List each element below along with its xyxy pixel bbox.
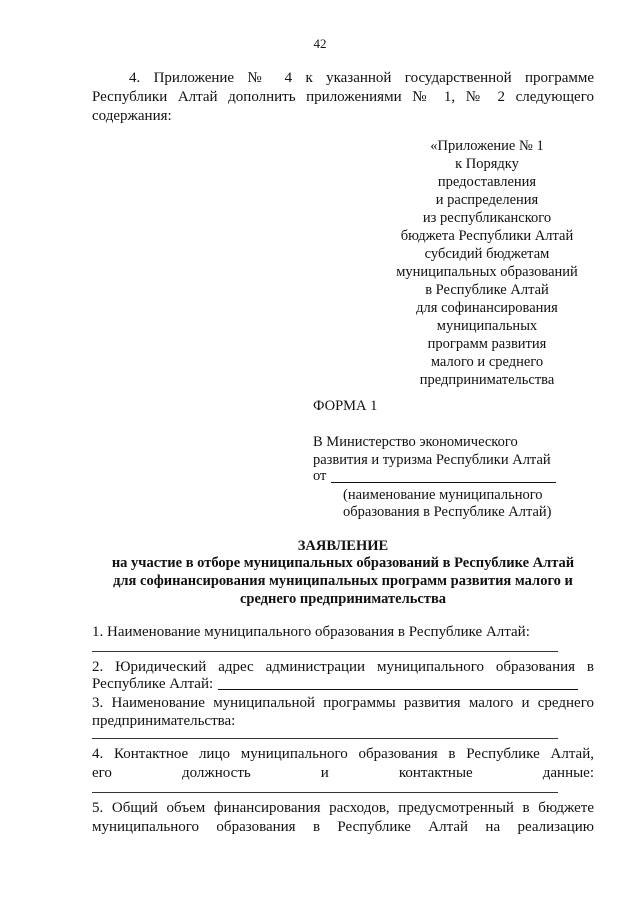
intro-line: содержания: bbox=[92, 108, 172, 124]
addressee-line: развития и туризма Республики Алтай bbox=[313, 452, 551, 468]
addressee-from-field[interactable] bbox=[331, 482, 556, 483]
item-2-label-cont: Республике Алтай: bbox=[92, 676, 214, 692]
item-2-label: 2. Юридический адрес администрации муниципального образования в bbox=[92, 659, 594, 675]
appendix-line: к Порядку bbox=[455, 156, 519, 172]
title-line: для софинансирования муниципальных программ развития малого и bbox=[113, 573, 573, 589]
item-2-field[interactable] bbox=[218, 689, 578, 690]
item-5-label-cont: муниципального образования в Республике Алтай на реализацию bbox=[92, 819, 594, 835]
appendix-line: муниципальных образований bbox=[396, 264, 578, 280]
appendix-line: для софинансирования bbox=[416, 300, 558, 316]
appendix-line: предпринимательства bbox=[419, 372, 555, 388]
intro-line: Республики Алтай дополнить приложениями № 1, № 2 следующего bbox=[92, 89, 594, 105]
title-line: среднего предпринимательства bbox=[239, 591, 447, 607]
addressee-note: образования в Республике Алтай) bbox=[343, 504, 552, 520]
appendix-line: в Республике Алтай bbox=[425, 282, 549, 298]
item-1-label: 1. Наименование муниципального образования в Республике Алтай: bbox=[92, 624, 530, 640]
item-4-label-cont: его должность и контактные данные: bbox=[92, 765, 594, 781]
form-label: ФОРМА 1 bbox=[313, 398, 378, 414]
item-3-label: 3. Наименование муниципальной программы развития малого и среднего bbox=[92, 695, 594, 711]
title-line: на участие в отборе муниципальных образований в Республике Алтай bbox=[111, 555, 575, 571]
addressee-note: (наименование муниципального bbox=[343, 487, 543, 503]
item-3-field[interactable] bbox=[92, 738, 558, 739]
appendix-line: предоставления bbox=[437, 174, 537, 190]
item-3-label-cont: предпринимательства: bbox=[92, 713, 236, 729]
item-4-field[interactable] bbox=[92, 792, 558, 793]
intro-line: 4. Приложение № 4 к указанной государственной программе bbox=[129, 70, 594, 86]
appendix-line: из республиканского bbox=[422, 210, 552, 226]
appendix-line: бюджета Республики Алтай bbox=[400, 228, 574, 244]
appendix-line: и распределения bbox=[435, 192, 539, 208]
document-title: ЗАЯВЛЕНИЕ bbox=[297, 538, 389, 554]
item-1-field[interactable] bbox=[92, 651, 558, 652]
appendix-line: субсидий бюджетам bbox=[424, 246, 550, 262]
appendix-line: муниципальных bbox=[436, 318, 538, 334]
appendix-line: малого и среднего bbox=[430, 354, 544, 370]
item-5-label: 5. Общий объем финансирования расходов, предусмотренный в бюджете bbox=[92, 800, 594, 816]
item-4-label: 4. Контактное лицо муниципального образования в Республике Алтай, bbox=[92, 746, 594, 762]
appendix-line: «Приложение № 1 bbox=[430, 138, 544, 154]
addressee-from-label: от bbox=[313, 468, 327, 484]
addressee-line: В Министерство экономического bbox=[313, 434, 518, 450]
page-number: 42 bbox=[313, 36, 327, 51]
appendix-line: программ развития bbox=[427, 336, 547, 352]
